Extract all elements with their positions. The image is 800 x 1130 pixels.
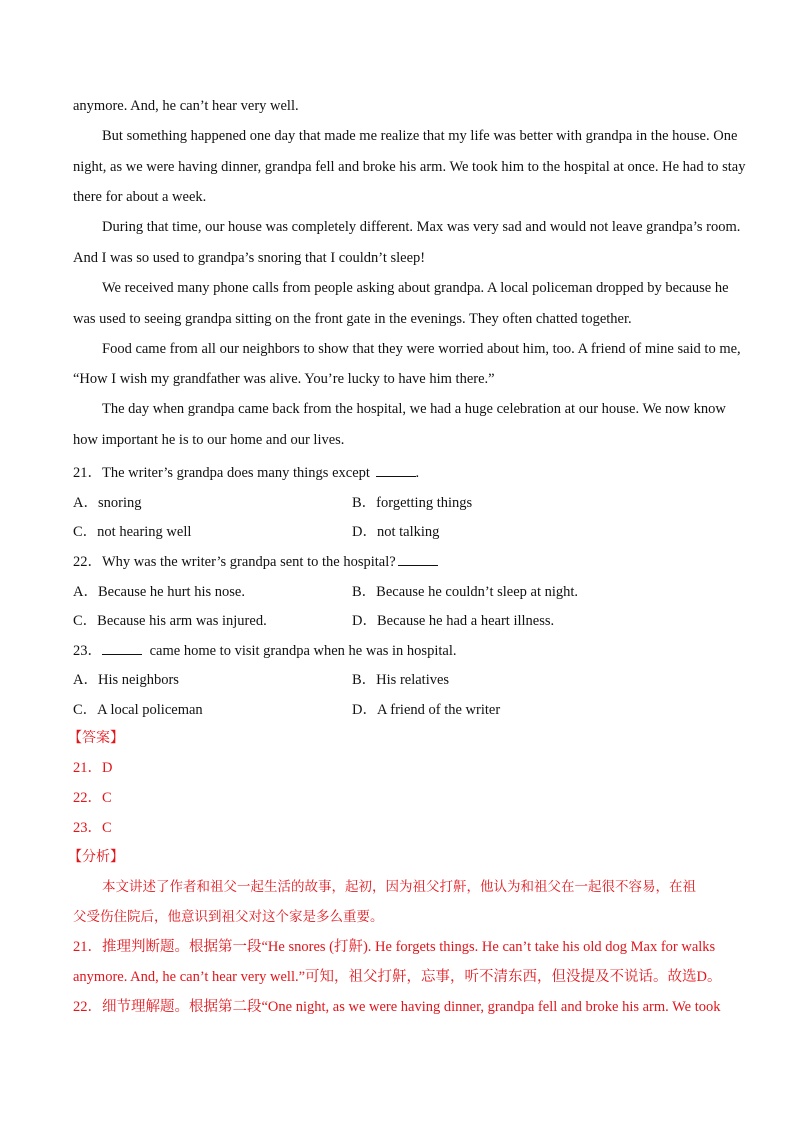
- option-b: B．forgetting things: [352, 495, 473, 511]
- question-stem-tail: .: [415, 465, 420, 481]
- answer-item: 21．D: [73, 760, 113, 776]
- option-a: A．Because he hurt his nose.: [73, 584, 245, 600]
- passage-line: Food came from all our neighbors to show that they were worried about him, too. A friend of mine said to me,: [102, 341, 741, 357]
- option-d: D．Because he had a heart illness.: [352, 613, 555, 629]
- passage-line: “How I wish my grandfather was alive. You’re lucky to have him there.”: [73, 371, 495, 387]
- answer-heading: 【答案】: [68, 730, 124, 746]
- option-a: A．His neighbors: [73, 672, 179, 688]
- passage-line: was used to seeing grandpa sitting on the front gate in the evenings. They often chatted together.: [73, 311, 632, 327]
- answer-item: 23．C: [73, 820, 112, 836]
- question-stem: [73, 550, 438, 571]
- analysis-heading: 【分析】: [68, 849, 124, 865]
- analysis-summary-line: 本文讲述了作者和祖父一起生活的故事，起初，因为祖父打鼾，他认为和祖父在一起很不容易，在祖: [102, 879, 696, 895]
- question-stem-text: 22．Why was the writer’s grandpa sent to the hospital?: [73, 554, 396, 570]
- question-stem: [73, 461, 419, 482]
- passage-line: night, as we were having dinner, grandpa fell and broke his arm. We took him to the hospital at once. He had to stay: [73, 159, 746, 175]
- passage-line: During that time, our house was completely different. Max was very sad and would not leave grandpa’s room.: [102, 219, 741, 235]
- option-c: C．Because his arm was injured.: [73, 613, 267, 629]
- analysis-q21-line: anymore. And, he can’t hear very well.”可知，祖父打鼾，忘事，听不清东西，但没提及不说话。故选D。: [73, 969, 722, 985]
- option-c: C．A local policeman: [73, 702, 203, 718]
- question-stem-text: 23．: [73, 643, 102, 659]
- passage-line: We received many phone calls from people asking about grandpa. A local policeman dropped by because he: [102, 280, 729, 296]
- option-b: B．His relatives: [352, 672, 450, 688]
- answer-blank: [102, 642, 142, 655]
- question-stem: [73, 639, 456, 660]
- passage-line: anymore. And, he can’t hear very well.: [73, 98, 299, 114]
- passage-line: And I was so used to grandpa’s snoring that I couldn’t sleep!: [73, 250, 426, 266]
- question-stem-tail: came home to visit grandpa when he was in hospital.: [146, 643, 457, 659]
- answer-item: 22．C: [73, 790, 112, 806]
- analysis-q21-line: 21．推理判断题。根据第一段“He snores (打鼾). He forgets things. He can’t take his old dog Max for walks: [73, 939, 716, 955]
- passage-line: there for about a week.: [73, 189, 207, 205]
- option-b: B．Because he couldn’t sleep at night.: [352, 584, 579, 600]
- passage-line: how important he is to our home and our lives.: [73, 432, 345, 448]
- option-d: D．not talking: [352, 524, 440, 540]
- passage-line: The day when grandpa came back from the hospital, we had a huge celebration at our house. We now know: [102, 401, 726, 417]
- option-a: A．snoring: [73, 495, 142, 511]
- option-c: C．not hearing well: [73, 524, 192, 540]
- question-stem-text: 21．The writer’s grandpa does many things except: [73, 465, 374, 481]
- option-d: D．A friend of the writer: [352, 702, 501, 718]
- answer-blank: [376, 464, 416, 477]
- analysis-summary-line: 父受伤住院后，他意识到祖父对这个家是多么重要。: [73, 909, 384, 925]
- analysis-q22-line: 22．细节理解题。根据第二段“One night, as we were having dinner, grandpa fell and broke his arm. We took: [73, 999, 721, 1015]
- answer-blank: [398, 553, 438, 566]
- passage-line: But something happened one day that made me realize that my life was better with grandpa in the house. One: [102, 128, 738, 144]
